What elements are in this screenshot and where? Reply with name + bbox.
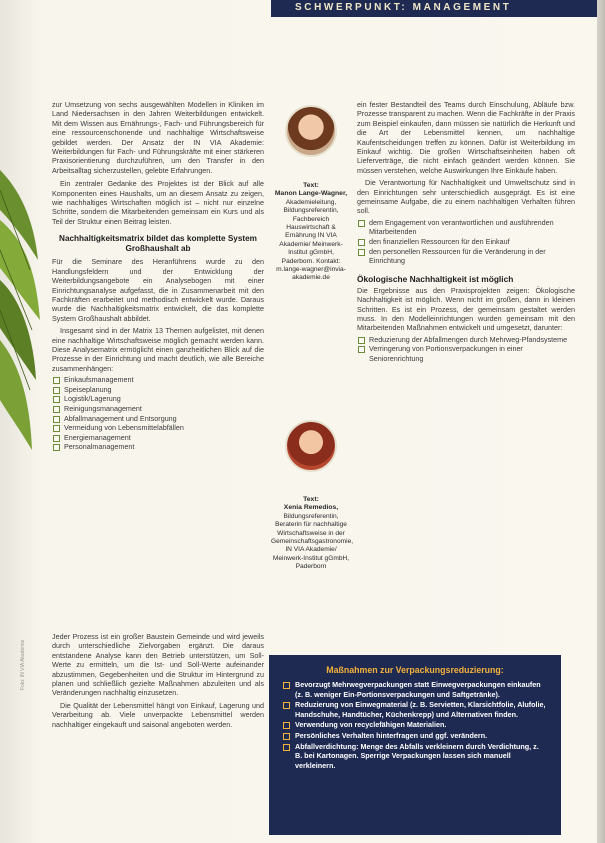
list-item: Reinigungsmanagement bbox=[52, 404, 264, 414]
section-heading-matrix: Nachhaltigkeitsmatrix bildet das komplette System Großhaushalt ab bbox=[59, 234, 257, 254]
author-caption-2 bbox=[271, 496, 354, 572]
box-item: Reduzierung von Einwegmaterial (z. B. Servietten, Klarsichtfolie, Alufolie, Handschuhe, Handtücher, Küchenkrepp) und Alternativen finden. bbox=[283, 700, 547, 719]
bottom-paragraph-2: Die Qualität der Lebensmittel hängt von Einkauf, Lagerung und Verarbeitung ab. Viele unverpackte Lebensmittel werden nachhaltiger eingekauft und saisonal angeboten werden. bbox=[52, 700, 264, 729]
list-item: Logistik/Lagerung bbox=[52, 394, 264, 404]
list-item: Einkaufsmanagement bbox=[52, 375, 264, 385]
author-name: Manon Lange-Wagner, bbox=[274, 190, 348, 198]
section-heading-ecology: Ökologische Nachhaltigkeit ist möglich bbox=[357, 273, 514, 284]
box-item: Verwendung von recyclefähigen Materialien. bbox=[283, 720, 547, 730]
list-item: Energiemanagement bbox=[52, 433, 264, 443]
page-edge bbox=[597, 0, 605, 843]
box-item: Bevorzugt Mehrwegverpackungen statt Einwegverpackungen einkaufen (z. B. weniger Ein-Portionsverpackungen und Saftgetränke). bbox=[283, 680, 547, 699]
list-item: Personalmanagement bbox=[52, 442, 264, 452]
left-column bbox=[52, 100, 264, 456]
process-list bbox=[52, 375, 264, 452]
author-name: Xenia Remedios, bbox=[283, 504, 339, 512]
right-paragraph-2: Die Verantwortung für Nachhaltigkeit und Umweltschutz sind in den Einrichtungen sehr unterschiedlich ausgeprägt. Es ist eine gemeinsame Aufgabe, die zu einem nachhaltigen Verhalten führen soll. bbox=[357, 178, 575, 216]
box-item: Persönliches Verhalten hinterfragen und ggf. verändern. bbox=[283, 731, 547, 741]
right-paragraph: ein fester Bestandteil des Teams durch Einschulung, Abläufe bzw. Prozesse transparent zu machen. Wenn die Fachkräfte in der Praxis zum Beispiel einkaufen, dann müssen sie natürlich die Herkunft und die Art der Lebensmittel kennen, um nachhaltige Kaufentscheidungen treffen zu können. Dafür ist Weiterbildung im Einkauf wichtig. Die großen Wirtschaftseinheiten haben oft Lieferverträge, die nicht einfach geändert werden können. Sie müssen verstehen, welche Auswirkungen Ihre Einkäufe haben. bbox=[357, 100, 575, 175]
list-item: Verringerung von Portionsverpackungen in einer Seniorenrichtung bbox=[357, 344, 575, 363]
list-item: Reduzierung der Abfallmengen durch Mehrweg-Pfandsysteme bbox=[357, 335, 575, 345]
list-item: Speiseplanung bbox=[52, 385, 264, 395]
author-desc: Akademieleitung, Bildungsreferentin, Fachbereich Hauswirtschaft & Ernährung IN VIA Akademie/ Meinwerk-Institut gGmbH, Paderborn. Kontakt: m.lange-wagner@invia-akademie.de bbox=[276, 198, 346, 282]
matrix-paragraph-2: Insgesamt sind in der Matrix 13 Themen aufgelistet, mit denen eine nachhaltige Wirtschaftsweise möglich gemacht werden kann. Diese Analysematrix ermöglicht einen ganzheitlichen Blick auf die Prozesse in der Einrichtung und macht deutlich, wie alle Bereiche zusammenhängen: bbox=[52, 326, 264, 373]
box-list bbox=[283, 680, 547, 770]
section-header bbox=[271, 0, 605, 17]
bottom-left-column bbox=[52, 632, 264, 729]
photo-credit: Foto: IN VIA Akademie bbox=[20, 639, 26, 690]
box-item: Abfallverdichtung: Menge des Abfalls verkleinern durch Verdichtung, z. B. bei Kartonagen. Sperrige Verpackungen lassen sich manuell verkleinern. bbox=[283, 742, 547, 771]
section-title: SCHWERPUNKT: MANAGEMENT bbox=[295, 2, 512, 13]
list-item: den personellen Ressourcen für die Veränderung in der Einrichtung bbox=[357, 247, 575, 266]
list-item: den finanziellen Ressourcen für den Einkauf bbox=[357, 237, 575, 247]
author-portrait-1 bbox=[285, 105, 337, 157]
author-caption-1 bbox=[271, 182, 351, 283]
author-desc: Bildungsreferentin, Beraterin für nachhaltige Wirtschaftsweise in der Gemeinschaftsgastronomie, IN VIA Akademie/ Meinwerk-Institut gGmbH, Paderborn bbox=[271, 512, 354, 571]
bottom-paragraph: Jeder Prozess ist ein großer Baustein Gemeinde und wird jeweils durch unterschiedliche Zielvorgaben ergänzt. Die daraus entstandene Analyse kann den Betrieb unterstützen, um Soll-Werte zu ermitteln, um die Ist- und Soll-Werte aufeinander abzustimmen, Gegebenheiten und die Struktur im Hintergrund zu planen und schließlich gezielte Maßnahmen abzuleiten und als Veränderungen nachhaltig einzusetzen. bbox=[52, 632, 264, 698]
list-item: Vermeidung von Lebensmittelabfällen bbox=[52, 423, 264, 433]
right-column bbox=[357, 100, 575, 368]
matrix-paragraph: Für die Seminare des Heranführens wurde zu den Handlungsfeldern und der Entwicklung der Weiterbildungsangebote ein Analysebogen mit einer Einrichtungsanalyse aufgefasst, die in Zusammenarbeit mit den Fachkräften erarbeitet und methodisch entwickelt wurde. Daraus wurde die Nachhaltigkeitsmatrix entwickelt, die das komplette System Großhaushalt abbildet. bbox=[52, 257, 264, 323]
author-portrait-2 bbox=[285, 420, 337, 472]
list-item: dem Engagement von verantwortlichen und ausführenden Mitarbeitenden bbox=[357, 218, 575, 237]
measures-list bbox=[357, 335, 575, 364]
leaf-decoration-icon bbox=[0, 150, 42, 480]
intro-paragraph: zur Umsetzung von sechs ausgewählten Modellen in Kliniken im Land Niedersachsen in den Jahren Weiterbildungen entwickelt. Mit dem Wissen aus Ernährungs-, Fach- und Führungsbereich für eine ressourcenschonende und nachhaltige Wirtschaftsweise gebildet werden. Der Ansatz der IN VIA Akademie: Weiterbildungen für Fach- und Führungskräfte mit einer stärkeren Praxisorientierung durchzuführen, um den Transfer in den Arbeitsalltag sicherzustellen, gelebte Erfahrungen. bbox=[52, 100, 264, 175]
box-title: Maßnahmen zur Verpackungsreduzierung: bbox=[326, 665, 504, 675]
author-label: Text: bbox=[303, 182, 319, 189]
list-item: Abfallmanagement und Entsorgung bbox=[52, 414, 264, 424]
packaging-box bbox=[269, 655, 561, 835]
resources-list bbox=[357, 218, 575, 266]
ecology-paragraph: Die Ergebnisse aus den Praxisprojekten zeigen: Ökologische Nachhaltigkeit ist möglich. Wenn nicht im großen, dann in kleinen Schritten. Es ist ein Prozess, der gemeinsam gestaltet werden muss. In den Modelleinrichtungen wurden gemeinsam mit den Mitarbeitenden Maßnahmen entwickelt und umgesetzt, darunter: bbox=[357, 285, 575, 333]
author-label: Text: bbox=[303, 496, 319, 503]
intro-paragraph-2: Ein zentraler Gedanke des Projektes ist der Blick auf alle Komponenten eines Haushalts, um an diesem Ansatz zu zeigen, wie nachhaltiges Wirtschaften möglich ist – nicht nur einzelne Schritte, sondern die Mitarbeitenden gemeinsam ein Kurs und als Teil der Struktur einen Beitrag leisten. bbox=[52, 179, 264, 226]
